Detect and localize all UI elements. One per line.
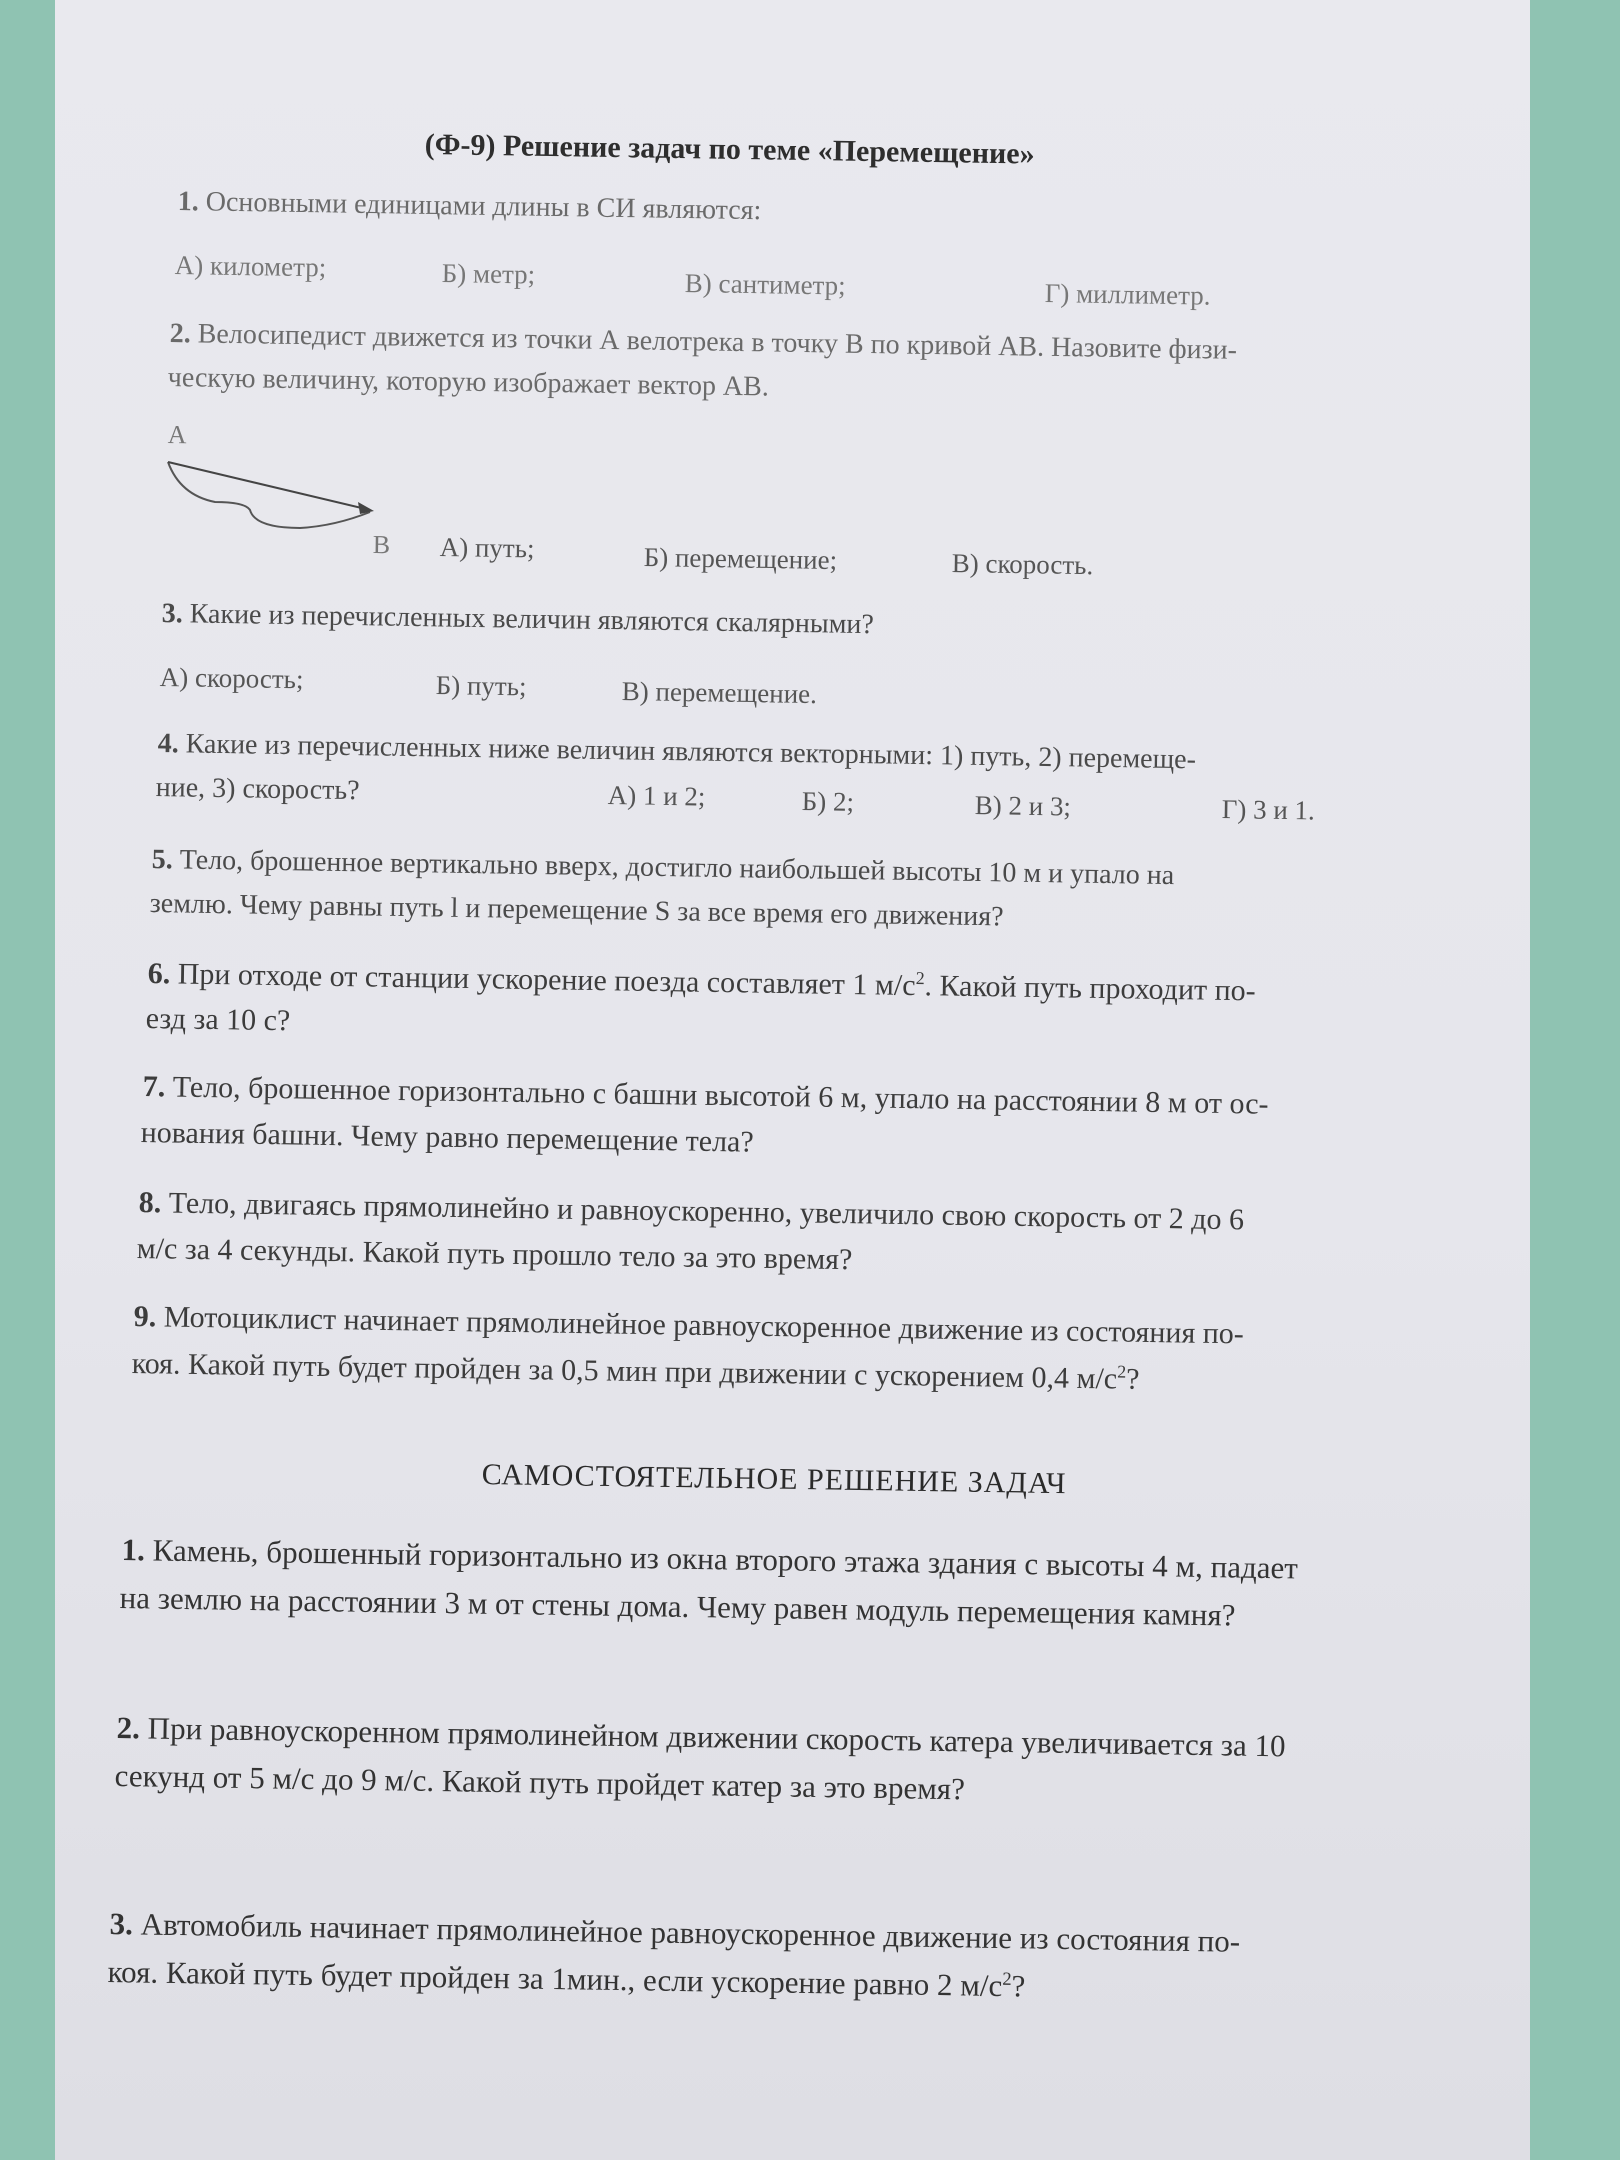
task-3-line-2 [107, 1954, 1025, 2004]
question-2-line-2: ческую величину, которую изображает вектор АВ. [167, 362, 770, 403]
question-text: Тело, двигаясь прямолинейно и равноускоренно, увеличило свою скорость от 2 до 6 [168, 1186, 1245, 1237]
q3-option-c: В) перемещение. [621, 676, 818, 710]
question-6-line-1 [147, 956, 1256, 1008]
point-b-label: В [372, 530, 391, 560]
question-number: 7. [142, 1070, 166, 1104]
curved-path [168, 462, 370, 528]
question-9-line-2 [131, 1346, 1139, 1397]
q4-option-a: А) 1 и 2; [607, 780, 706, 812]
question-7-line-1 [142, 1070, 1268, 1122]
q2-option-c: В) скорость. [951, 548, 1094, 581]
question-1 [177, 186, 761, 227]
task-2-line-2: секунд от 5 м/с до 9 м/с. Какой путь пройдет катер за это время? [114, 1758, 966, 1807]
question-text-tail: . Какой путь проходит по- [924, 969, 1256, 1008]
question-text: Тело, брошенное вертикально вверх, достигло наибольшей высоты 10 м и упало на [179, 844, 1175, 892]
question-number: 5. [151, 844, 173, 876]
vector-arrowhead [358, 502, 374, 514]
task-number: 2. [116, 1710, 141, 1746]
question-text: Мотоциклист начинает прямолинейное равноускоренное движение из состояния по- [163, 1300, 1245, 1351]
q2-option-a: А) путь; [439, 532, 535, 564]
question-text-tail: ? [1125, 1362, 1140, 1396]
task-text-tail: ? [1011, 1968, 1026, 2004]
page-title: (Ф-9) Решение задач по теме «Перемещение» [424, 128, 1035, 171]
superscript: 2 [1002, 1968, 1012, 1990]
task-1-line-2: на землю на расстоянии 3 м от стены дома. Чему равен модуль перемещения камня? [119, 1580, 1236, 1633]
question-text: Основными единицами длины в СИ являются: [205, 186, 762, 227]
question-text: коя. Какой путь будет пройден за 0,5 мин при движении с ускорением 0,4 м/с [131, 1346, 1118, 1396]
task-text: коя. Какой путь будет пройден за 1мин., если ускорение равно 2 м/с [107, 1954, 1003, 2004]
q2-option-b: Б) перемещение; [643, 542, 838, 576]
question-7-line-2: нования башни. Чему равно перемещение тела? [140, 1116, 754, 1159]
question-number: 2. [169, 318, 191, 350]
question-3 [161, 598, 874, 641]
q1-option-a: А) километр; [174, 250, 327, 283]
task-1-line-1 [121, 1532, 1298, 1586]
task-number: 1. [121, 1532, 146, 1568]
displacement-vector [168, 462, 370, 510]
question-5-line-1 [151, 844, 1174, 892]
question-text: Какие из перечисленных величин являются скалярными? [189, 598, 875, 641]
q1-option-d: Г) миллиметр. [1044, 278, 1211, 311]
task-text: Автомобиль начинает прямолинейное равноускоренное движение из состояния по- [140, 1906, 1241, 1959]
question-9-line-1 [133, 1300, 1244, 1351]
task-text: При равноускоренном прямолинейном движении скорость катера увеличивается за 10 [147, 1710, 1286, 1764]
question-number: 9. [133, 1300, 157, 1334]
task-3-line-1 [109, 1906, 1240, 1960]
q4-option-c: В) 2 и 3; [974, 790, 1072, 822]
task-2-line-1 [116, 1710, 1285, 1764]
superscript: 2 [1117, 1361, 1127, 1382]
question-text: Велосипедист движется из точки А велотрека в точку В по кривой АВ. Назовите физи- [197, 318, 1238, 366]
point-a-label: А [167, 420, 187, 450]
question-text: Какие из перечисленных ниже величин являются векторными: 1) путь, 2) перемеще- [185, 728, 1197, 776]
task-number: 3. [109, 1906, 134, 1942]
q3-option-a: А) скорость; [159, 662, 304, 695]
question-number: 4. [157, 728, 179, 760]
q4-option-d: Г) 3 и 1. [1221, 794, 1316, 826]
question-text: Тело, брошенное горизонтально с башни высотой 6 м, упало на расстоянии 8 м от ос- [172, 1070, 1269, 1121]
question-number: 1. [177, 186, 199, 218]
task-text: Камень, брошенный горизонтально из окна второго этажа здания с высоты 4 м, падает [152, 1532, 1299, 1586]
question-5-line-2: землю. Чему равны путь l и перемещение S за все время его движения? [149, 888, 1004, 933]
q4-option-b: Б) 2; [801, 786, 855, 817]
superscript: 2 [915, 968, 925, 989]
question-4-line-1 [157, 728, 1196, 776]
question-number: 6. [147, 956, 171, 991]
section-heading: САМОСТОЯТЕЛЬНОЕ РЕШЕНИЕ ЗАДАЧ [481, 1458, 1067, 1501]
question-4-line-2: ние, 3) скорость? [155, 772, 360, 807]
question-text: При отходе от станции ускорение поезда составляет 1 м/с [177, 957, 916, 1003]
q3-option-b: Б) путь; [435, 670, 527, 702]
question-6-line-2: езд за 10 с? [145, 1002, 291, 1038]
question-2-line-1 [169, 318, 1237, 367]
question-8-line-1 [138, 1186, 1244, 1237]
q1-option-c: В) сантиметр; [684, 268, 846, 301]
question-8-line-2: м/с за 4 секунды. Какой путь прошло тело за это время? [136, 1232, 853, 1277]
trajectory-diagram [160, 420, 390, 540]
question-number: 3. [161, 598, 183, 630]
q1-option-b: Б) метр; [441, 258, 536, 290]
question-number: 8. [138, 1186, 162, 1220]
